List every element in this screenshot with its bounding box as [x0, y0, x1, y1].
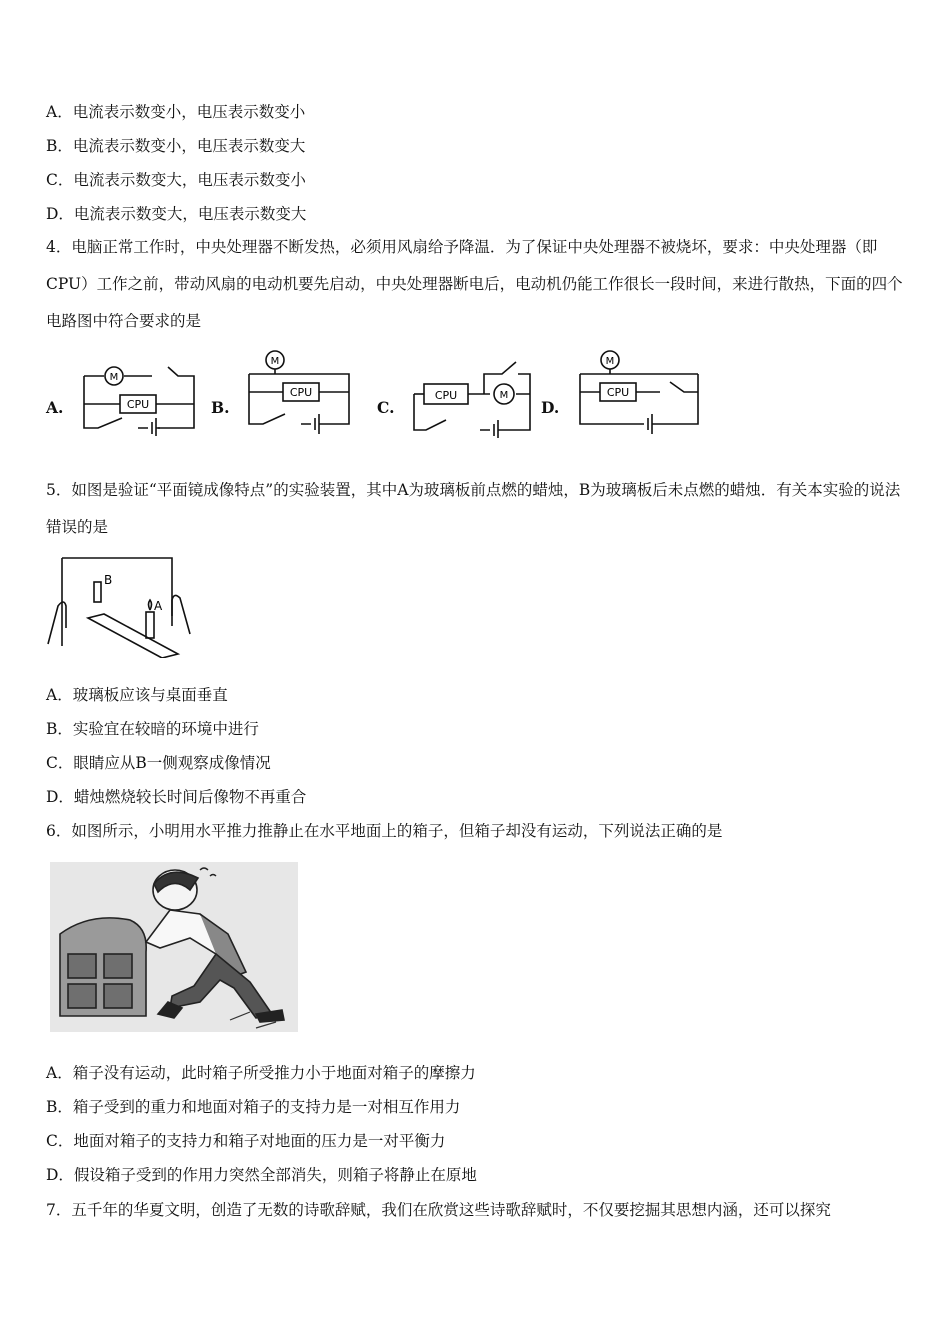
q5-option-a: A．玻璃板应该与桌面垂直 — [46, 686, 228, 704]
motor-label: M — [270, 356, 280, 367]
mirror-experiment-figure — [44, 554, 194, 658]
q5-option-c: C．眼睛应从B一侧观察成像情况 — [46, 754, 271, 772]
q4-label-a: A. — [46, 398, 64, 417]
q4-label-c: C. — [377, 398, 395, 417]
candle-b-label: B — [104, 573, 113, 587]
circuit-b — [243, 348, 357, 438]
candle-a-label: A — [154, 599, 163, 613]
q4-label-d: D. — [541, 398, 560, 417]
q6-option-d: D．假设箱子受到的作用力突然全部消失，则箱子将静止在原地 — [46, 1166, 477, 1184]
q4-stem: 4．电脑正常工作时，中央处理器不断发热，必须用风扇给予降温．为了保证中央处理器不被烧坏，要求：中央处理器（即CPU）工作之前，带动风扇的电动机要先启动，中央处理器断电后，电动机仍能工作很长一段时间，来进行散热，下面的四个电路图中符合要求的是 — [46, 238, 903, 330]
cpu-label: CPU — [289, 386, 313, 399]
cpu-label: CPU — [434, 389, 458, 402]
q7-stem: 7．五千年的华夏文明，创造了无数的诗歌辞赋，我们在欣赏这些诗歌辞赋时，不仅要挖掘其思想内涵，还可以探究 — [46, 1201, 831, 1219]
q6-option-c: C．地面对箱子的支持力和箱子对地面的压力是一对平衡力 — [46, 1132, 446, 1150]
cpu-label: CPU — [606, 386, 630, 399]
circuit-a — [78, 362, 202, 436]
motor-label: M — [499, 390, 509, 401]
cpu-label: CPU — [126, 398, 150, 411]
circuit-d — [574, 348, 704, 438]
q5-option-d: D．蜡烛燃烧较长时间后像物不再重合 — [46, 788, 307, 806]
motor-label: M — [109, 372, 119, 383]
q3-option-c: C．电流表示数变大，电压表示数变小 — [46, 171, 306, 189]
q6-option-b: B．箱子受到的重力和地面对箱子的支持力是一对相互作用力 — [46, 1098, 461, 1116]
q6-stem: 6．如图所示，小明用水平推力推静止在水平地面上的箱子，但箱子却没有运动，下列说法正确的是 — [46, 822, 723, 840]
q3-option-d: D．电流表示数变大，电压表示数变大 — [46, 205, 307, 223]
q4-label-b: B. — [211, 398, 230, 417]
q3-option-b: B．电流表示数变小，电压表示数变大 — [46, 137, 306, 155]
q5-stem: 5．如图是验证“平面镜成像特点”的实验装置，其中A为玻璃板前点燃的蜡烛，B为玻璃板后未点燃的蜡烛．有关本实验的说法错误的是 — [46, 481, 901, 536]
q3-option-a: A．电流表示数变小，电压表示数变小 — [46, 103, 306, 121]
q5-option-b: B．实验宜在较暗的环境中进行 — [46, 720, 259, 738]
motor-label: M — [605, 356, 615, 367]
boy-pushing-box-figure — [50, 862, 298, 1032]
q6-option-a: A．箱子没有运动，此时箱子所受推力小于地面对箱子的摩擦力 — [46, 1064, 476, 1082]
circuit-c — [406, 354, 536, 438]
